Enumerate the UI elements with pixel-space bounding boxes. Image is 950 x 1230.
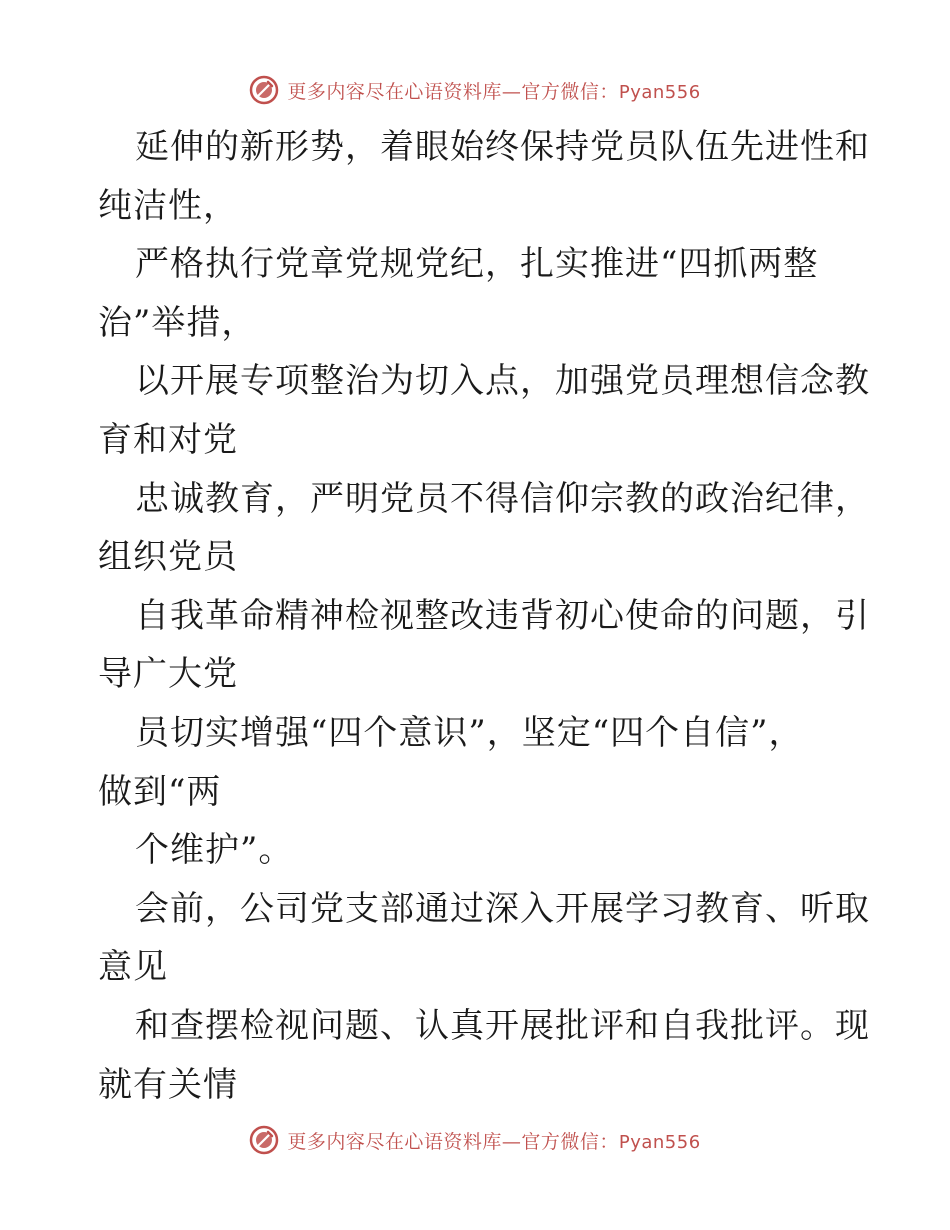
watermark-footer xyxy=(0,1120,950,1160)
text-line: 个维护”。 xyxy=(135,830,294,871)
text-line: 就有关情 xyxy=(98,1064,238,1105)
text-line: 意见 xyxy=(98,947,168,988)
text-line: 自我革命精神检视整改违背初心使命的问题，引 xyxy=(135,595,870,636)
text-line: 忠诚教育，严明党员不得信仰宗教的政治纪律， xyxy=(135,478,870,519)
pen-seal-icon xyxy=(249,1125,279,1155)
text-line: 组织党员 xyxy=(98,537,238,578)
text-line: 育和对党 xyxy=(98,419,238,460)
text-line: 导广大党 xyxy=(98,654,238,695)
text-line: 会前，公司党支部通过深入开展学习教育、听取 xyxy=(135,888,870,929)
document-body xyxy=(98,118,870,1114)
text-line: 员切实增强“四个意识”，坚定“四个自信”， xyxy=(135,712,804,753)
watermark-text: 更多内容尽在心语资料库—官方微信：Pyan556 xyxy=(287,80,701,103)
watermark-header xyxy=(0,70,950,110)
text-line: 纯洁性， xyxy=(98,185,238,226)
text-line: 和查摆检视问题、认真开展批评和自我批评。现 xyxy=(135,1005,870,1046)
text-line: 以开展专项整治为切入点，加强党员理想信念教 xyxy=(135,361,870,402)
text-line: 严格执行党章党规党纪，扎实推进“四抓两整 xyxy=(135,244,819,285)
text-line: 做到“两 xyxy=(98,771,222,812)
watermark-text: 更多内容尽在心语资料库—官方微信：Pyan556 xyxy=(287,1130,701,1153)
text-line: 延伸的新形势，着眼始终保持党员队伍先进性和 xyxy=(135,127,870,167)
pen-seal-icon xyxy=(249,75,279,105)
text-line: 治”举措， xyxy=(98,302,257,343)
